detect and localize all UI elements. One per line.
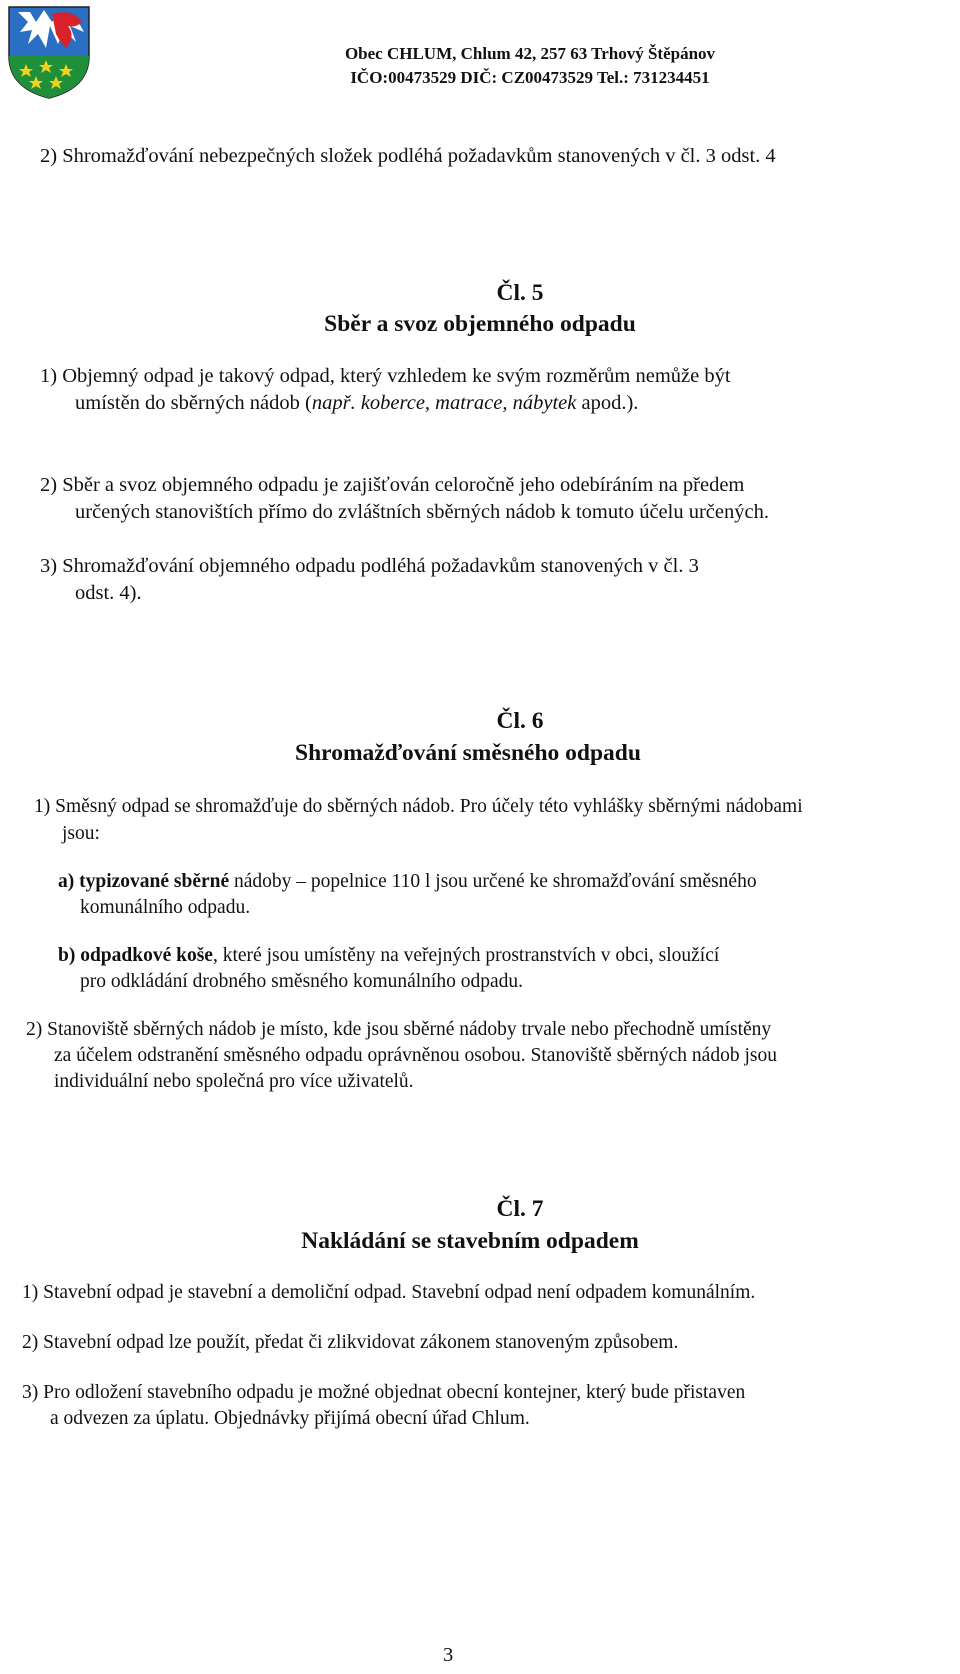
art6-p1-line2: jsou:	[62, 823, 100, 844]
art5-title: Sběr a svoz objemného odpadu	[324, 311, 636, 337]
art7-p3-line1: 3) Pro odložení stavebního odpadu je možné objednat obecní kontejner, který bude přistaven	[22, 1382, 746, 1403]
page-number: 3	[443, 1644, 454, 1666]
art7-title: Nakládání se stavebním odpadem	[301, 1228, 639, 1254]
art5-p1-tail: apod.).	[576, 392, 639, 414]
municipal-coat-of-arms	[6, 4, 92, 100]
art5-p1-line2	[75, 392, 638, 415]
art5-p3-line1: 3) Shromažďování objemného odpadu podléhá požadavkům stanovených v čl. 3	[40, 555, 699, 577]
art5-number: Čl. 5	[496, 280, 544, 306]
art5-p1-line1: 1) Objemný odpad je takový odpad, který vzhledem ke svým rozměrům nemůže být	[40, 365, 731, 387]
art5-p2-line1: 2) Sběr a svoz objemného odpadu je zajišťován celoročně jeho odebíráním na předem	[40, 474, 745, 496]
art6-p1-line1: 1) Směsný odpad se shromažďuje do sběrných nádob. Pro účely této vyhlášky sběrnými nádobami	[34, 796, 803, 817]
art6-number: Čl. 6	[496, 708, 544, 734]
art6-b-text: , které jsou umístěny na veřejných prostranstvích v obci, sloužící	[212, 945, 720, 966]
art7-number: Čl. 7	[496, 1196, 544, 1222]
art5-p1-examples: např. koberce, matrace, nábytek	[311, 392, 577, 414]
art6-a-line1	[58, 871, 757, 893]
art6-title: Shromažďování směsného odpadu	[295, 740, 641, 766]
art6-a-text: nádoby – popelnice 110 l jsou určené ke shromažďování směsného	[229, 871, 757, 892]
art7-p3-line2: a odvezen za úplatu. Objednávky přijímá obecní úřad Chlum.	[50, 1408, 530, 1429]
art7-p1: 1) Stavební odpad je stavební a demoliční odpad. Stavební odpad není odpadem komunálním.	[22, 1282, 756, 1303]
header-ids-line: IČO:00473529 DIČ: CZ00473529 Tel.: 731234451	[350, 68, 710, 87]
art5-p3-line2: odst. 4).	[75, 582, 142, 604]
top-item: 2) Shromažďování nebezpečných složek podléhá požadavkům stanovených v čl. 3 odst. 4	[40, 145, 776, 167]
art6-a-label: a) typizované sběrné	[58, 871, 230, 892]
art6-p2-line2: za účelem odstranění směsného odpadu oprávněnou osobou. Stanoviště sběrných nádob jsou	[54, 1045, 777, 1066]
art7-p2: 2) Stavební odpad lze použít, předat či zlikvidovat zákonem stanoveným způsobem.	[22, 1332, 679, 1353]
art6-b-line1	[58, 945, 719, 967]
art6-b-line2: pro odkládání drobného směsného komunálního odpadu.	[80, 971, 524, 992]
art5-p2-line2: určených stanovištích přímo do zvláštních sběrných nádob k tomuto účelu určených.	[75, 501, 769, 523]
header-org-line: Obec CHLUM, Chlum 42, 257 63 Trhový Štěpánov	[344, 44, 716, 63]
art6-p2-line3: individuální nebo společná pro více uživatelů.	[54, 1071, 414, 1092]
art6-a-line2: komunálního odpadu.	[80, 897, 251, 918]
art6-b-label: b) odpadkové koše	[58, 945, 213, 966]
art5-p1-text: umístěn do sběrných nádob (	[75, 392, 312, 414]
art6-p2-line1: 2) Stanoviště sběrných nádob je místo, kde jsou sběrné nádoby trvale nebo přechodně umístěny	[26, 1019, 772, 1040]
